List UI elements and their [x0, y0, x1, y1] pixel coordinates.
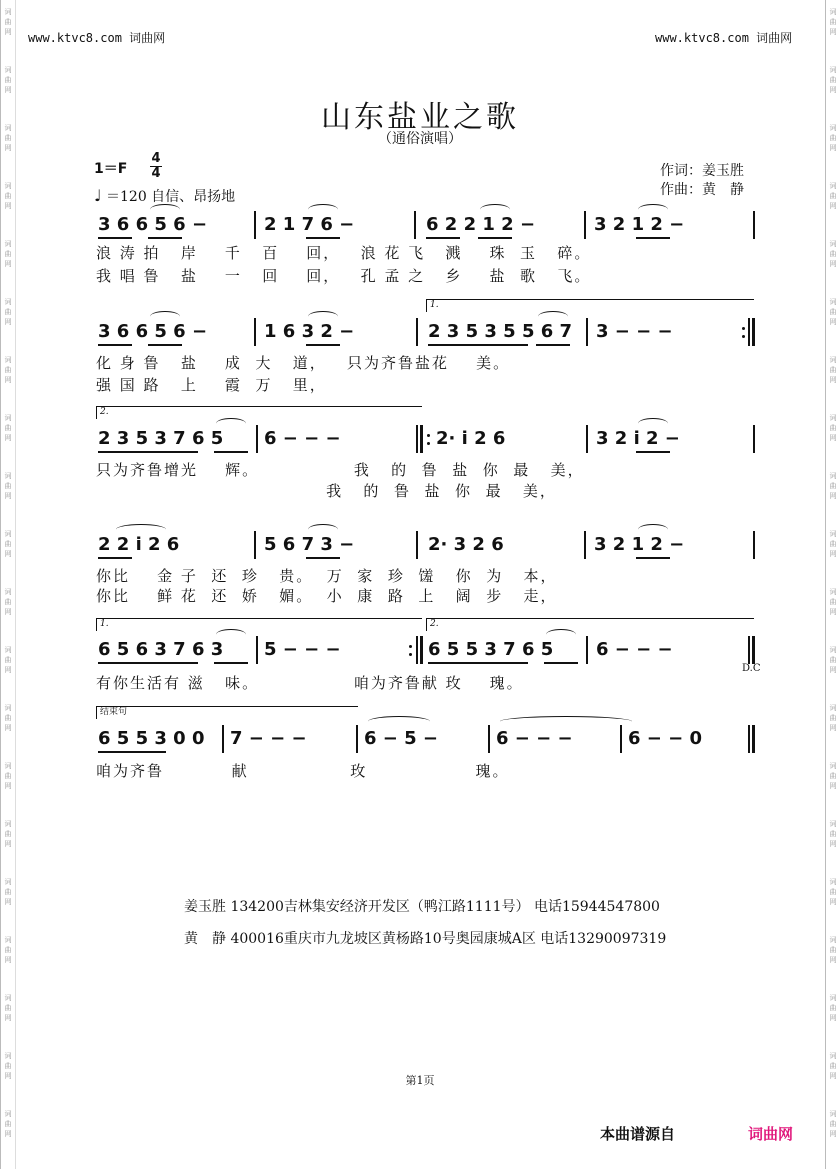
measure: 3 − − −: [596, 321, 673, 342]
watermark-char: 曲: [829, 192, 837, 200]
tie: [368, 716, 430, 727]
barline: [586, 636, 588, 664]
final-barline: [752, 636, 755, 664]
watermark-char: 词: [4, 762, 12, 770]
watermark-char: 词: [4, 878, 12, 886]
watermark-char: 网: [4, 956, 12, 964]
barline: [254, 318, 256, 346]
tie: [500, 716, 632, 727]
watermark-char: 曲: [829, 18, 837, 26]
watermark-char: 曲: [829, 1004, 837, 1012]
eighth-beam: [306, 344, 340, 346]
repeat-dot: [427, 442, 430, 445]
watermark-char: 网: [829, 550, 837, 558]
eighth-beam: [426, 237, 460, 239]
score-row-6: [96, 728, 756, 750]
watermark-char: 词: [829, 124, 837, 132]
watermark-char: 网: [829, 840, 837, 848]
measure: 6 − − 0: [628, 728, 703, 749]
watermark-char: 网: [4, 898, 12, 906]
watermark-char: 曲: [829, 772, 837, 780]
watermark-char: 曲: [829, 656, 837, 664]
lyrics-row-2-verse-2: 强 国 路 上 霞 万 里，: [96, 376, 327, 394]
slur: [116, 524, 166, 535]
key-signature: 1＝F: [94, 161, 128, 177]
measure: 6 5 6 3 7 6 3: [98, 639, 224, 660]
watermark-char: 曲: [829, 540, 837, 548]
watermark-char: 词: [829, 588, 837, 596]
watermark-char: 词: [829, 240, 837, 248]
measure: 6 − − −: [264, 428, 341, 449]
measure: 3 2 1 2 −: [594, 214, 685, 235]
final-barline: [752, 725, 755, 753]
watermark-char: 网: [4, 376, 12, 384]
eighth-beam: [636, 237, 670, 239]
eighth-beam: [536, 344, 570, 346]
watermark-char: 曲: [4, 1062, 12, 1070]
watermark-char: 网: [4, 550, 12, 558]
repeat-dot: [742, 327, 745, 330]
watermark-char: 曲: [829, 888, 837, 896]
watermark-char: 词: [829, 66, 837, 74]
slur: [308, 204, 338, 215]
watermark-char: 网: [829, 144, 837, 152]
watermark-char: 曲: [829, 134, 837, 142]
watermark-char: 词: [4, 1052, 12, 1060]
eighth-beam: [306, 237, 340, 239]
watermark-char: 网: [829, 898, 837, 906]
lyrics-row-3-verse-2: 我 的 鲁 盐 你 最 美，: [96, 482, 557, 500]
watermark-char: 词: [4, 646, 12, 654]
page-number: 第1页: [405, 1074, 435, 1087]
watermark-char: 词: [829, 8, 837, 16]
watermark-char: 曲: [4, 772, 12, 780]
barline: [748, 636, 750, 664]
measure: 2· 3 2 6: [428, 534, 504, 555]
repeat-dot: [427, 434, 430, 437]
slur: [150, 204, 180, 215]
watermark-char: 曲: [4, 424, 12, 432]
watermark-char: 网: [4, 86, 12, 94]
watermark-char: 网: [829, 1130, 837, 1138]
barline: [414, 211, 416, 239]
eighth-beam: [98, 662, 198, 664]
barline: [584, 531, 586, 559]
watermark-char: 曲: [829, 830, 837, 838]
watermark-char: 词: [4, 356, 12, 364]
slur: [638, 204, 668, 215]
watermark-char: 词: [4, 182, 12, 190]
barline: [753, 211, 755, 239]
measure: 6 5 5 3 7 6 5: [428, 639, 554, 660]
watermark-char: 词: [829, 994, 837, 1002]
score-row-3: [96, 428, 756, 450]
eighth-beam: [98, 751, 166, 753]
eighth-beam: [214, 451, 248, 453]
measure: 6 2 2 1 2 −: [426, 214, 536, 235]
watermark-char: 曲: [829, 1062, 837, 1070]
watermark-char: 词: [829, 182, 837, 190]
barline: [416, 425, 418, 453]
watermark-char: 曲: [4, 76, 12, 84]
watermark-char: 网: [829, 434, 837, 442]
watermark-char: 词: [4, 530, 12, 538]
eighth-beam: [428, 662, 528, 664]
slur: [638, 418, 668, 429]
barline: [416, 636, 418, 664]
watermark-char: 曲: [829, 424, 837, 432]
barline: [753, 531, 755, 559]
measure: 3 6 6 5 6 −: [98, 214, 208, 235]
watermark-char: 词: [829, 530, 837, 538]
score-row-5: [96, 639, 756, 661]
watermark-char: 曲: [829, 76, 837, 84]
watermark-char: 词: [829, 936, 837, 944]
watermark-char: 曲: [4, 1004, 12, 1012]
watermark-char: 词: [829, 762, 837, 770]
measure: 2· i 2 6: [436, 428, 506, 449]
watermark-char: 曲: [4, 1120, 12, 1128]
watermark-char: 词: [4, 994, 12, 1002]
measure: 3 6 6 5 6 −: [98, 321, 208, 342]
watermark-char: 网: [4, 144, 12, 152]
measure: 6 − − −: [496, 728, 573, 749]
watermark-char: 词: [4, 1110, 12, 1118]
watermark-char: 词: [829, 646, 837, 654]
watermark-char: 曲: [4, 598, 12, 606]
watermark-char: 网: [829, 318, 837, 326]
watermark-char: 词: [829, 704, 837, 712]
watermark-char: 曲: [4, 250, 12, 258]
eighth-beam: [636, 451, 670, 453]
eighth-beam: [428, 344, 528, 346]
lyrics-row-4-verse-1: 你比 金 子 还 珍 贵。 万 家 珍 馐 你 为 本，: [96, 567, 558, 585]
slur: [638, 524, 668, 535]
watermark-char: 曲: [4, 540, 12, 548]
watermark-char: 网: [4, 608, 12, 616]
tempo-marking: ＝120 自信、昂扬地: [106, 189, 236, 205]
time-signature: [150, 152, 162, 181]
watermark-char: 词: [4, 588, 12, 596]
watermark-char: 网: [4, 318, 12, 326]
eighth-beam: [478, 237, 512, 239]
lyrics-row-4-verse-2: 你比 鲜 花 还 娇 媚。 小 康 路 上 阔 步 走，: [96, 587, 558, 605]
watermark-char: 词: [829, 878, 837, 886]
barline: [586, 318, 588, 346]
watermark-char: 网: [829, 956, 837, 964]
eighth-beam: [98, 237, 132, 239]
measure: 5 − − −: [264, 639, 341, 660]
barline: [416, 318, 418, 346]
watermark-char: 词: [829, 298, 837, 306]
song-title: 山东盐业之歌: [321, 100, 519, 135]
watermark-char: 词: [4, 240, 12, 248]
watermark-char: 网: [4, 1014, 12, 1022]
header-site-left[interactable]: www.ktvc8.com 词曲网: [28, 31, 166, 45]
eighth-beam: [214, 662, 248, 664]
watermark-char: 曲: [4, 482, 12, 490]
da-capo-mark: D.C: [742, 663, 761, 674]
lyrics-row-2-verse-1: 化 身 鲁 盐 成 大 道， 只为齐鲁盐花 美。: [96, 354, 511, 372]
measure: 2 1 7 6 −: [264, 214, 355, 235]
watermark-char: 词: [829, 472, 837, 480]
watermark-char: 词: [829, 1052, 837, 1060]
eighth-beam: [98, 344, 132, 346]
repeat-end-barline: [420, 636, 423, 664]
watermark-char: 网: [829, 666, 837, 674]
measure: 3 2 1 2 −: [594, 534, 685, 555]
watermark-char: 词: [4, 66, 12, 74]
score-row-4: [96, 534, 756, 556]
watermark-char: 词: [4, 936, 12, 944]
measure: 7 − − −: [230, 728, 307, 749]
eighth-beam: [306, 557, 340, 559]
watermark-char: 网: [829, 260, 837, 268]
watermark-char: 曲: [4, 308, 12, 316]
source-label: 本曲谱源自: [600, 1125, 676, 1143]
watermark-char: 曲: [4, 18, 12, 26]
barline: [356, 725, 358, 753]
eighth-beam: [544, 662, 578, 664]
source-site-link[interactable]: 词曲网: [748, 1125, 794, 1143]
watermark-char: 网: [829, 28, 837, 36]
watermark-char: 词: [829, 820, 837, 828]
watermark-char: 网: [4, 724, 12, 732]
barline: [488, 725, 490, 753]
slur: [216, 629, 246, 640]
slur: [216, 418, 246, 429]
watermark-char: 词: [4, 8, 12, 16]
watermark-char: 网: [829, 376, 837, 384]
watermark-char: 词: [4, 414, 12, 422]
watermark-char: 网: [4, 1130, 12, 1138]
eighth-beam: [148, 344, 182, 346]
watermark-char: 网: [829, 782, 837, 790]
repeat-start-barline: [420, 425, 423, 453]
watermark-char: 曲: [829, 598, 837, 606]
watermark-char: 网: [4, 492, 12, 500]
slur: [150, 311, 180, 322]
watermark-char: 曲: [4, 656, 12, 664]
watermark-char: 曲: [829, 366, 837, 374]
watermark-char: 网: [829, 608, 837, 616]
time-numerator: 4: [151, 151, 161, 166]
barline: [222, 725, 224, 753]
watermark-char: 词: [4, 704, 12, 712]
coda-bracket: 结束句: [96, 706, 358, 719]
composer-credit: 作曲：黄 静: [660, 182, 744, 198]
lyrics-row-5: 有你生活有 滋 味。 咱为齐鲁献 玫 瑰。: [96, 674, 524, 692]
barline: [748, 725, 750, 753]
watermark-char: 网: [4, 260, 12, 268]
watermark-char: 曲: [4, 946, 12, 954]
watermark-char: 词: [829, 414, 837, 422]
watermark-char: 网: [829, 724, 837, 732]
measure: 2 3 5 3 5 5 6 7: [428, 321, 573, 342]
watermark-char: 词: [4, 298, 12, 306]
watermark-char: 曲: [4, 134, 12, 142]
watermark-char: 网: [4, 202, 12, 210]
watermark-char: 网: [829, 1014, 837, 1022]
lyricist-credit: 作词：姜玉胜: [660, 163, 744, 179]
contact-lyricist: 姜玉胜 134200吉林集安经济开发区（鸭江路1111号） 电话15944547800: [184, 899, 660, 915]
header-site-right[interactable]: www.ktvc8.com 词曲网: [655, 31, 793, 45]
repeat-dot: [409, 645, 412, 648]
watermark-char: 网: [829, 86, 837, 94]
barline: [254, 531, 256, 559]
measure: 6 5 5 3 0 0: [98, 728, 205, 749]
score-row-2: [96, 321, 756, 343]
watermark-char: 网: [4, 782, 12, 790]
contact-composer: 黄 静 400016重庆市九龙坡区黄杨路10号奥园康城A区 电话13290097319: [184, 931, 667, 947]
barline: [748, 318, 750, 346]
quarter-note-icon: ♩: [94, 186, 102, 205]
watermark-char: 曲: [4, 714, 12, 722]
lyrics-row-6: 咱为齐鲁 献 玫 瑰。: [96, 762, 510, 780]
eighth-beam: [98, 451, 198, 453]
watermark-char: 词: [4, 820, 12, 828]
watermark-char: 网: [4, 434, 12, 442]
watermark-char: 词: [829, 1110, 837, 1118]
eighth-beam: [98, 557, 132, 559]
measure: 2 2 i 2 6: [98, 534, 180, 555]
watermark-char: 曲: [4, 366, 12, 374]
barline: [584, 211, 586, 239]
slur: [308, 311, 338, 322]
eighth-beam: [636, 557, 670, 559]
first-ending-bracket: 1.: [426, 299, 754, 312]
watermark-char: 曲: [829, 946, 837, 954]
watermark-char: 词: [4, 124, 12, 132]
watermark-char: 网: [4, 840, 12, 848]
second-ending-bracket: 2.: [96, 406, 422, 419]
slur: [538, 311, 568, 322]
slur: [546, 629, 576, 640]
song-subtitle: （通俗演唱）: [378, 131, 462, 147]
score-row-1: [96, 214, 756, 236]
repeat-dot: [742, 335, 745, 338]
repeat-end-barline: [752, 318, 755, 346]
watermark-char: 曲: [829, 482, 837, 490]
second-ending-bracket: 2.: [426, 618, 754, 631]
watermark-char: 网: [829, 492, 837, 500]
lyrics-row-1-verse-1: 浪 涛 拍 岸 千 百 回， 浪 花 飞 溅 珠 玉 碎。: [96, 244, 592, 262]
watermark-char: 词: [829, 356, 837, 364]
barline: [586, 425, 588, 453]
first-ending-bracket: 1.: [96, 618, 422, 631]
watermark-char: 曲: [4, 192, 12, 200]
measure: 1 6 3 2 −: [264, 321, 355, 342]
watermark-char: 网: [829, 1072, 837, 1080]
watermark-char: 曲: [829, 308, 837, 316]
lyrics-row-1-verse-2: 我 唱 鲁 盐 一 回 回， 孔 孟 之 乡 盐 歌 飞。: [96, 267, 592, 285]
watermark-char: 网: [4, 666, 12, 674]
measure: 5 6 7 3 −: [264, 534, 355, 555]
repeat-dot: [409, 653, 412, 656]
left-watermark-strip: [0, 0, 16, 1169]
watermark-char: 曲: [4, 888, 12, 896]
watermark-char: 曲: [829, 714, 837, 722]
barline: [416, 531, 418, 559]
slur: [480, 204, 510, 215]
right-watermark-strip: [825, 0, 840, 1169]
slur: [308, 524, 338, 535]
measure: 2 3 5 3 7 6 5: [98, 428, 224, 449]
watermark-char: 曲: [829, 250, 837, 258]
watermark-char: 网: [4, 1072, 12, 1080]
barline: [254, 211, 256, 239]
watermark-char: 曲: [829, 1120, 837, 1128]
barline: [256, 636, 258, 664]
watermark-char: 词: [4, 472, 12, 480]
time-denominator: 4: [151, 166, 161, 181]
watermark-char: 网: [4, 28, 12, 36]
measure: 6 − 5 −: [364, 728, 439, 749]
barline: [753, 425, 755, 453]
barline: [256, 425, 258, 453]
eighth-beam: [148, 237, 182, 239]
measure: 3 2 i 2 −: [596, 428, 680, 449]
watermark-char: 网: [829, 202, 837, 210]
watermark-char: 曲: [4, 830, 12, 838]
lyrics-row-3-verse-1: 只为齐鲁增光 辉。 我 的 鲁 盐 你 最 美，: [96, 461, 585, 479]
measure: 6 − − −: [596, 639, 673, 660]
barline: [620, 725, 622, 753]
